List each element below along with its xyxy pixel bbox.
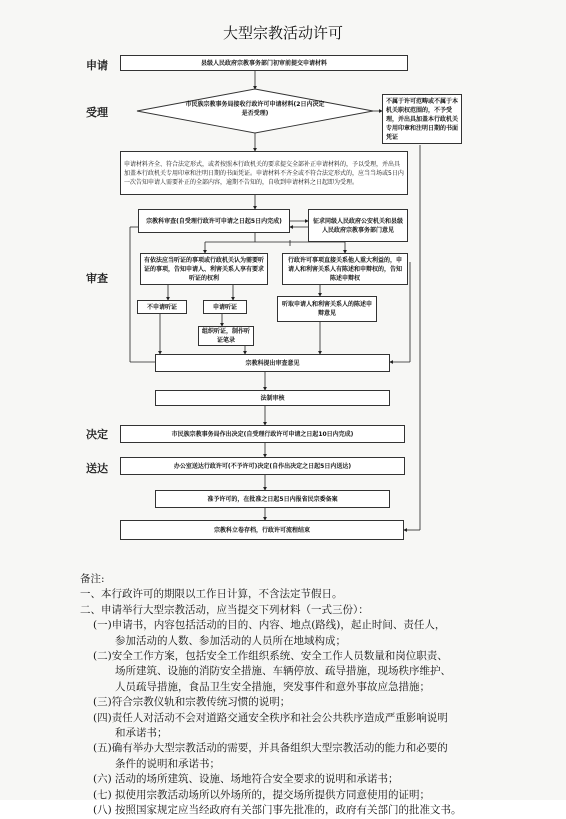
notes-heading: 备注: — [80, 573, 105, 585]
note-line: 人员疏导措施，食品卫生安全措施，突发事件和意外事故应急措施； — [115, 680, 430, 693]
note-line: (三)符合宗教仪轨和宗教传统习惯的说明； — [93, 696, 291, 709]
note-line: 二、申请举行大型宗教活动，应当提交下列材料（一式三份）： — [80, 603, 369, 616]
box-consult-departments: 征求同级人民政府公安机关和县级人民政府宗教事务部门意见 — [308, 209, 408, 242]
box-no-hearing: 不申请听证 — [137, 300, 187, 314]
stage-accept: 受理 — [86, 106, 108, 119]
note-line: (八) 按照国家规定应当经政府有关部门事先批准的，政府有关部门的批准文书。 — [93, 804, 462, 817]
stage-review: 审查 — [86, 272, 108, 285]
note-line: 和承诺书； — [115, 727, 168, 740]
notes-section — [80, 572, 550, 819]
box-submit-application: 县级人民政府宗教事务部门初审前提交申请材料 — [120, 55, 408, 71]
note-line: 参加活动的人数、参加活动的人员所在地域构成； — [115, 634, 346, 647]
box-bureau-review: 宗教科审查(自受理行政许可申请之日起5日内完成) — [138, 209, 290, 233]
box-statements: 听取申请人和利害关系人的陈述申辩意见 — [277, 296, 377, 322]
box-request-hearing: 申请听证 — [203, 300, 247, 314]
page-title: 大型宗教活动许可 — [222, 24, 343, 42]
box-hearing-notice: 有依法应当听证的事项或行政机关认为需要听证的事项，告知申请人、利害关系人享有要求听证的权利 — [140, 253, 268, 285]
box-filing: 准予许可的，在批准之日起5日内报省民宗委备案 — [155, 490, 390, 508]
note-line: 条件的说明和承诺书； — [115, 757, 220, 770]
note-line: (一)申请书，内容包括活动的目的、内容、地点(路线)，起止时间、责任人， — [93, 619, 446, 632]
box-interest-notice: 行政许可事项直接关系他人重大利益的，申请人和利害关系人有陈述和申辩权的，告知陈述申辩权 — [282, 253, 408, 285]
note-line: (六) 活动的场所建筑、设施、场地符合安全要求的说明和承诺书； — [93, 773, 399, 786]
box-legal-review: 法制审核 — [155, 390, 390, 406]
stage-deliver: 送达 — [86, 462, 108, 475]
note-line: (五)确有举办大型宗教活动的需要，并具备组织大型宗教活动的能力和必要的 — [93, 742, 448, 755]
note-line: (二)安全工作方案，包括安全工作组织系统、安全工作人员数量和岗位职责、 — [93, 650, 448, 663]
box-archive: 宗教科立卷存档，行政许可流程结束 — [120, 520, 404, 540]
box-delivery: 办公室送达行政许可(不予许可)决定(自作出决定之日起5日内送达) — [120, 457, 405, 475]
box-review-opinion: 宗教科提出审查意见 — [155, 354, 390, 372]
box-completeness-check: 申请材料齐全、符合法定形式，或者按照本行政机关的要求提交全部补正申请材料的，予以受理，并出具加盖本行政机关专用印章和注明日期的书面凭证。申请材料不齐全或不符合法定形式的，应当当场或5日内一次告知申请人需要补正的全部内容，逾期不告知的，自收到申请材料之日起即为受理。 — [120, 151, 408, 195]
note-line: 场所建筑、设施的消防安全措施、车辆停放、疏导措施，现场秩序维护、 — [115, 665, 451, 678]
box-decision: 市民族宗教事务局作出决定(自受理行政许可申请之日起10日内完成) — [120, 425, 405, 443]
note-line: 一、本行政许可的期限以工作日计算，不含法定节假日。 — [80, 588, 343, 601]
note-line: (四)责任人对活动不会对道路交通安全秩序和社会公共秩序造成严重影响说明 — [93, 711, 448, 724]
box-reject-notice: 不属于许可范畴或不属于本机关职权范围的，不予受理，并出具加盖本行政机关专用印章和注明日期的书面凭证 — [382, 94, 462, 144]
note-line: (七) 拟使用宗教活动场所以外场所的，提交场所提供方同意使用的证明； — [93, 788, 431, 801]
stage-decide: 决定 — [86, 428, 108, 441]
box-receive-materials: 市民族宗教事务局接收行政许可申请材料(2日内决定是否受理) — [185, 101, 325, 117]
stage-apply: 申请 — [86, 59, 108, 72]
box-organize-hearing: 组织听证，制作听证笔录 — [198, 326, 254, 346]
